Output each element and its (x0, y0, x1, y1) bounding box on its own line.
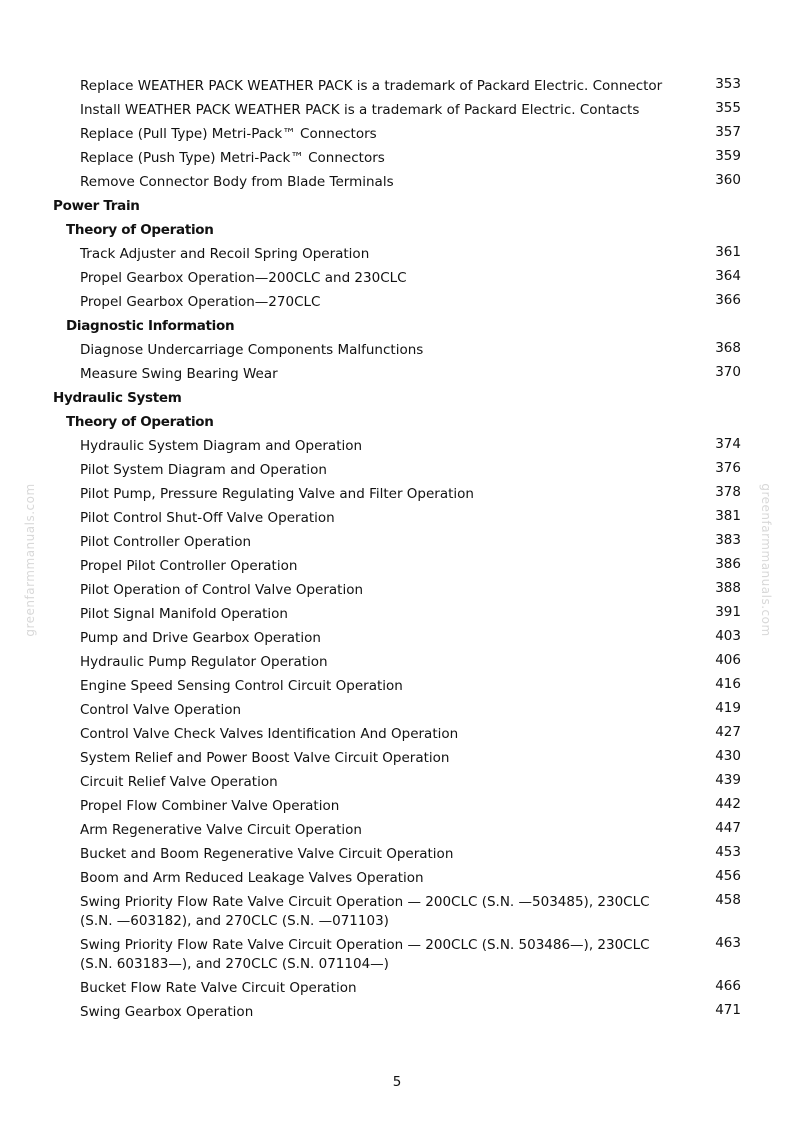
toc-entry[interactable] (0, 75, 794, 99)
toc-entry[interactable] (0, 795, 794, 819)
toc-entry-title: Pilot Controller Operation (80, 534, 252, 550)
toc-entry[interactable] (0, 531, 794, 555)
toc-entry[interactable] (0, 435, 794, 459)
toc-entry-page-number: 374 (715, 436, 741, 452)
toc-entry-title: Swing Gearbox Operation (80, 1004, 254, 1020)
toc-entry-page-number: 447 (715, 820, 741, 836)
toc-entry[interactable] (0, 651, 794, 675)
toc-entry[interactable] (0, 771, 794, 795)
toc-subsection-title: Diagnostic Information (66, 318, 235, 334)
toc-entry-title: Boom and Arm Reduced Leakage Valves Operation (80, 870, 424, 886)
toc-entry[interactable] (0, 243, 794, 267)
toc-entry[interactable] (0, 977, 794, 1001)
toc-entry-title: Diagnose Undercarriage Components Malfunctions (80, 342, 424, 358)
toc-entry[interactable] (0, 891, 794, 934)
toc-entry-page-number: 430 (715, 748, 741, 764)
toc-entry-title: Pilot System Diagram and Operation (80, 462, 327, 478)
table-of-contents (0, 75, 794, 1025)
toc-section (0, 387, 794, 411)
toc-entry-page-number: 359 (715, 148, 741, 164)
toc-entry-title: Control Valve Operation (80, 702, 242, 718)
toc-entry[interactable] (0, 507, 794, 531)
toc-entry-page-number: 357 (715, 124, 741, 140)
toc-entry-title: Swing Priority Flow Rate Valve Circuit Operation — 200CLC (S.N. 503486—), 230CLC (S.N. 603183—), and 270CLC (S.N. 071104—) (80, 937, 650, 972)
toc-entry-page-number: 381 (715, 508, 741, 524)
toc-subsection (0, 411, 794, 435)
toc-entry-page-number: 471 (715, 1002, 741, 1018)
toc-entry-title: System Relief and Power Boost Valve Circuit Operation (80, 750, 450, 766)
toc-entry-title: Track Adjuster and Recoil Spring Operation (80, 246, 370, 262)
toc-entry-title: Pilot Control Shut-Off Valve Operation (80, 510, 335, 526)
toc-entry-page-number: 378 (715, 484, 741, 500)
toc-entry-title: Replace (Push Type) Metri-Pack™ Connectors (80, 150, 385, 166)
toc-entry-page-number: 383 (715, 532, 741, 548)
toc-entry-title: Control Valve Check Valves Identification And Operation (80, 726, 459, 742)
toc-entry[interactable] (0, 579, 794, 603)
toc-entry-title: Hydraulic Pump Regulator Operation (80, 654, 328, 670)
toc-entry[interactable] (0, 291, 794, 315)
toc-entry-page-number: 361 (715, 244, 741, 260)
toc-entry-page-number: 458 (715, 892, 741, 908)
toc-subsection (0, 315, 794, 339)
toc-entry[interactable] (0, 603, 794, 627)
toc-entry-title: Propel Flow Combiner Valve Operation (80, 798, 340, 814)
toc-section-title: Power Train (53, 198, 140, 214)
toc-section-title: Hydraulic System (53, 390, 182, 406)
toc-entry-title: Propel Gearbox Operation—200CLC and 230CLC (80, 270, 407, 286)
toc-entry[interactable] (0, 699, 794, 723)
toc-entry[interactable] (0, 867, 794, 891)
toc-entry-page-number: 456 (715, 868, 741, 884)
toc-entry-title: Propel Pilot Controller Operation (80, 558, 298, 574)
toc-entry-page-number: 360 (715, 172, 741, 188)
toc-entry[interactable] (0, 747, 794, 771)
watermark-left: greenfarmmanuals.com (23, 483, 37, 637)
toc-entry[interactable] (0, 147, 794, 171)
toc-entry[interactable] (0, 99, 794, 123)
toc-entry[interactable] (0, 723, 794, 747)
toc-entry-title: Pilot Operation of Control Valve Operation (80, 582, 364, 598)
toc-entry-page-number: 368 (715, 340, 741, 356)
toc-entry-title: Bucket Flow Rate Valve Circuit Operation (80, 980, 357, 996)
toc-entry[interactable] (0, 123, 794, 147)
toc-entry-title: Bucket and Boom Regenerative Valve Circuit Operation (80, 846, 454, 862)
toc-entry-page-number: 370 (715, 364, 741, 380)
toc-entry[interactable] (0, 627, 794, 651)
toc-entry-page-number: 416 (715, 676, 741, 692)
toc-entry-title: Swing Priority Flow Rate Valve Circuit Operation — 200CLC (S.N. —503485), 230CLC (S.N. —603182), and 270CLC (S.N. —071103) (80, 894, 650, 929)
toc-entry[interactable] (0, 483, 794, 507)
toc-entry[interactable] (0, 934, 794, 977)
toc-entry[interactable] (0, 819, 794, 843)
toc-subsection-title: Theory of Operation (66, 222, 214, 238)
toc-entry-title: Engine Speed Sensing Control Circuit Operation (80, 678, 403, 694)
toc-entry[interactable] (0, 363, 794, 387)
toc-entry-page-number: 376 (715, 460, 741, 476)
toc-entry[interactable] (0, 459, 794, 483)
toc-entry-title: Hydraulic System Diagram and Operation (80, 438, 363, 454)
toc-subsection-title: Theory of Operation (66, 414, 214, 430)
toc-entry[interactable] (0, 171, 794, 195)
toc-entry[interactable] (0, 267, 794, 291)
toc-entry-page-number: 439 (715, 772, 741, 788)
toc-entry-page-number: 366 (715, 292, 741, 308)
toc-entry[interactable] (0, 339, 794, 363)
toc-entry-page-number: 419 (715, 700, 741, 716)
toc-entry-page-number: 406 (715, 652, 741, 668)
watermark-right: greenfarmmanuals.com (759, 483, 773, 637)
toc-entry[interactable] (0, 555, 794, 579)
toc-entry[interactable] (0, 1001, 794, 1025)
toc-entry-title: Replace (Pull Type) Metri-Pack™ Connectors (80, 126, 377, 142)
toc-section (0, 195, 794, 219)
toc-entry-title: Remove Connector Body from Blade Terminals (80, 174, 394, 190)
toc-entry-page-number: 355 (715, 100, 741, 116)
page-number: 5 (392, 1074, 402, 1090)
toc-entry[interactable] (0, 675, 794, 699)
toc-entry-page-number: 466 (715, 978, 741, 994)
toc-entry-page-number: 353 (715, 76, 741, 92)
toc-entry-title: Pump and Drive Gearbox Operation (80, 630, 321, 646)
toc-entry-page-number: 453 (715, 844, 741, 860)
toc-entry-page-number: 386 (715, 556, 741, 572)
toc-entry-title: Measure Swing Bearing Wear (80, 366, 278, 382)
toc-entry-page-number: 463 (715, 935, 741, 951)
toc-entry-title: Install WEATHER PACK WEATHER PACK is a trademark of Packard Electric. Contacts (80, 102, 640, 118)
toc-entry-page-number: 388 (715, 580, 741, 596)
toc-entry-title: Circuit Relief Valve Operation (80, 774, 278, 790)
toc-entry-title: Propel Gearbox Operation—270CLC (80, 294, 321, 310)
toc-entry-title: Arm Regenerative Valve Circuit Operation (80, 822, 362, 838)
toc-entry-title: Pilot Pump, Pressure Regulating Valve and Filter Operation (80, 486, 474, 502)
toc-entry-page-number: 364 (715, 268, 741, 284)
toc-entry-page-number: 391 (715, 604, 741, 620)
toc-entry-page-number: 442 (715, 796, 741, 812)
toc-entry-page-number: 427 (715, 724, 741, 740)
toc-entry-page-number: 403 (715, 628, 741, 644)
toc-entry-title: Replace WEATHER PACK WEATHER PACK is a trademark of Packard Electric. Connector (80, 78, 663, 94)
toc-entry[interactable] (0, 843, 794, 867)
toc-subsection (0, 219, 794, 243)
toc-entry-title: Pilot Signal Manifold Operation (80, 606, 288, 622)
